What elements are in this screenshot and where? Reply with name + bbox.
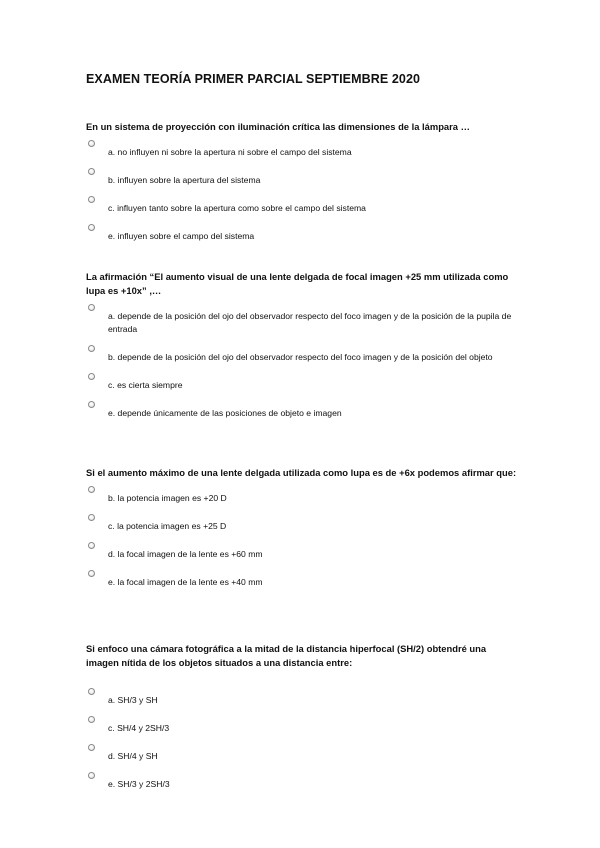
option-label: b. la potencia imagen es +20 D	[108, 493, 227, 503]
option-label: a. no influyen ni sobre la apertura ni sobre el campo del sistema	[108, 147, 352, 157]
option-label: d. la focal imagen de la lente es +60 mm	[108, 549, 263, 559]
option-label: a. SH/3 y SH	[108, 695, 158, 705]
answer-option[interactable]	[86, 688, 518, 707]
answer-option[interactable]	[86, 196, 518, 215]
radio-button-icon[interactable]	[88, 401, 95, 408]
option-label: e. la focal imagen de la lente es +40 mm	[108, 577, 263, 587]
radio-button-icon[interactable]	[88, 744, 95, 751]
answer-option[interactable]	[86, 570, 518, 589]
answer-option[interactable]	[86, 744, 518, 763]
radio-button-icon[interactable]	[88, 486, 95, 493]
answer-option[interactable]	[86, 345, 518, 364]
question-1	[86, 120, 518, 270]
answer-option[interactable]	[86, 542, 518, 561]
option-label: e. depende únicamente de las posiciones de objeto e imagen	[108, 408, 342, 418]
option-label: c. influyen tanto sobre la apertura como sobre el campo del sistema	[108, 203, 366, 213]
exam-title: EXAMEN TEORÍA PRIMER PARCIAL SEPTIEMBRE 2020	[86, 72, 421, 86]
radio-button-icon[interactable]	[88, 688, 95, 695]
answer-option[interactable]	[86, 486, 518, 505]
answer-option[interactable]	[86, 304, 518, 336]
radio-button-icon[interactable]	[88, 168, 95, 175]
radio-button-icon[interactable]	[88, 716, 95, 723]
answer-option[interactable]	[86, 168, 518, 187]
answer-option[interactable]	[86, 373, 518, 392]
option-label: a. depende de la posición del ojo del observador respecto del foco imagen y de la posición de la pupila de entrada	[108, 311, 512, 334]
question-2	[86, 270, 518, 466]
option-label: c. es cierta siempre	[108, 380, 183, 390]
answer-option[interactable]	[86, 772, 518, 791]
answer-option[interactable]	[86, 514, 518, 533]
answer-option[interactable]	[86, 224, 518, 243]
question-text: La afirmación “El aumento visual de una lente delgada de focal imagen +25 mm utilizada como lupa es +10x” ,…	[86, 271, 509, 296]
option-label: d. SH/4 y SH	[108, 751, 158, 761]
question-text: Si enfoco una cámara fotográfica a la mitad de la distancia hiperfocal (SH/2) obtendré una imagen nítida de los objetos situados a una distancia entre:	[86, 643, 487, 668]
answer-option[interactable]	[86, 401, 518, 420]
radio-button-icon[interactable]	[88, 224, 95, 231]
answer-option[interactable]	[86, 140, 518, 159]
option-label: e. influyen sobre el campo del sistema	[108, 231, 255, 241]
option-label: c. la potencia imagen es +25 D	[108, 521, 227, 531]
option-label: b. influyen sobre la apertura del sistema	[108, 175, 261, 185]
radio-button-icon[interactable]	[88, 345, 95, 352]
question-text: Si el aumento máximo de una lente delgada utilizada como lupa es de +6x podemos afirmar que:	[86, 467, 517, 478]
option-label: b. depende de la posición del ojo del observador respecto del foco imagen y de la posición del objeto	[108, 352, 493, 362]
radio-button-icon[interactable]	[88, 373, 95, 380]
option-label: e. SH/3 y 2SH/3	[108, 779, 170, 789]
radio-button-icon[interactable]	[88, 570, 95, 577]
radio-button-icon[interactable]	[88, 542, 95, 549]
radio-button-icon[interactable]	[88, 196, 95, 203]
question-3	[86, 466, 518, 642]
radio-button-icon[interactable]	[88, 140, 95, 147]
answer-option[interactable]	[86, 716, 518, 735]
option-label: c. SH/4 y 2SH/3	[108, 723, 170, 733]
radio-button-icon[interactable]	[88, 772, 95, 779]
radio-button-icon[interactable]	[88, 514, 95, 521]
question-text: En un sistema de proyección con iluminación crítica las dimensiones de la lámpara …	[86, 121, 470, 132]
question-4	[86, 642, 518, 791]
radio-button-icon[interactable]	[88, 304, 95, 311]
